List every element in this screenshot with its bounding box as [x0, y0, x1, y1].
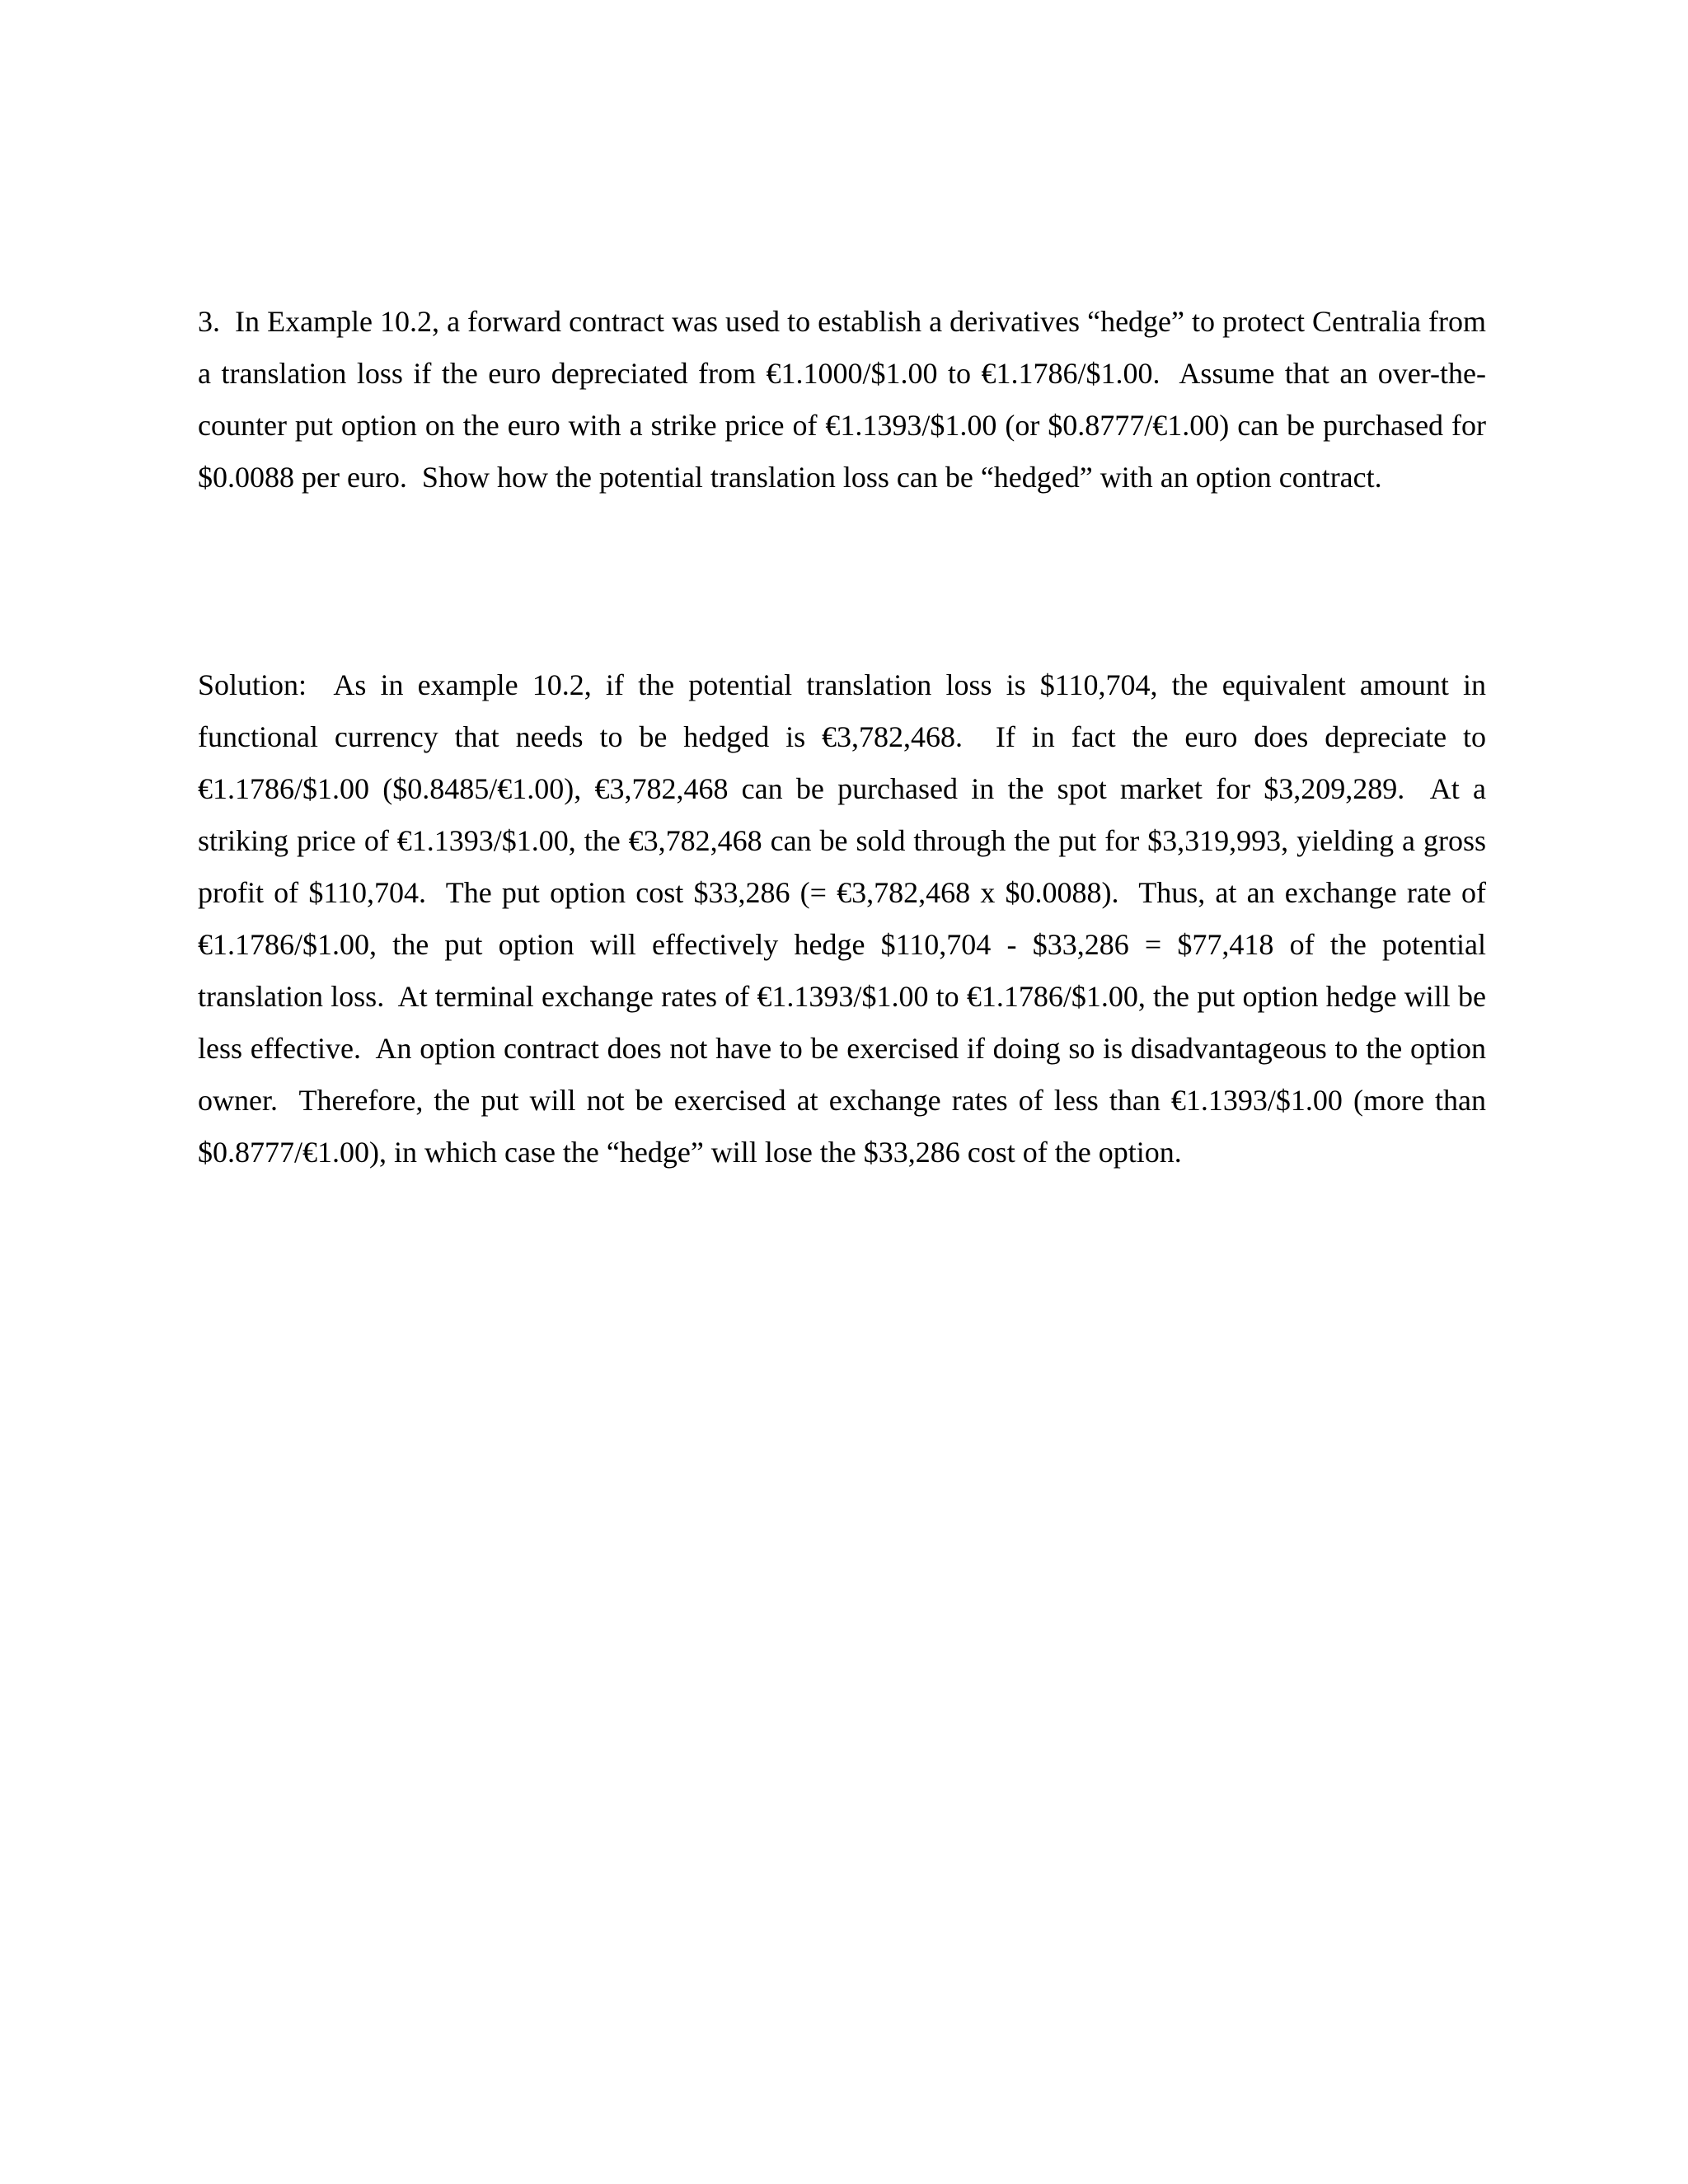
solution-paragraph: Solution: As in example 10.2, if the potential translation loss is $110,704, the equivalent amount in functional currency that needs to be hedged is €3,782,468. If in fact the euro does depreciate to €1.1786/$1.00 ($0.8485/€1.00), €3,782,468 can be purchased in the spot market for $3,209,289. At a striking price of €1.1393/$1.00, the €3,782,468 can be sold through the put for $3,319,993, yielding a gross profit of $110,704. The put option cost $33,286 (= €3,782,468 x $0.0088). Thus, at an exchange rate of €1.1786/$1.00, the put option will effectively hedge $110,704 - $33,286 = $77,418 of the potential translation loss. At terminal exchange rates of €1.1393/$1.00 to €1.1786/$1.00, the put option hedge will be less effective. An option contract does not have to be exercised if doing so is disadvantageous to the option owner. Therefore, the put will not be exercised at exchange rates of less than €1.1393/$1.00 (more than $0.8777/€1.00), in which case the “hedge” will lose the $33,286 cost of the option. — [198, 668, 1493, 1169]
document-body — [198, 192, 1493, 1282]
question-paragraph: 3. In Example 10.2, a forward contract was used to establish a derivatives “hedge” to protect Centralia from a translation loss if the euro depreciated from €1.1000/$1.00 to €1.1786/$1.00. Assume that an over-the-counter put option on the euro with a strike price of €1.1393/$1.00 (or $0.8777/€1.00) can be purchased for $0.0088 per euro. Show how the potential translation loss can be “hedged” with an option contract. — [198, 305, 1493, 494]
